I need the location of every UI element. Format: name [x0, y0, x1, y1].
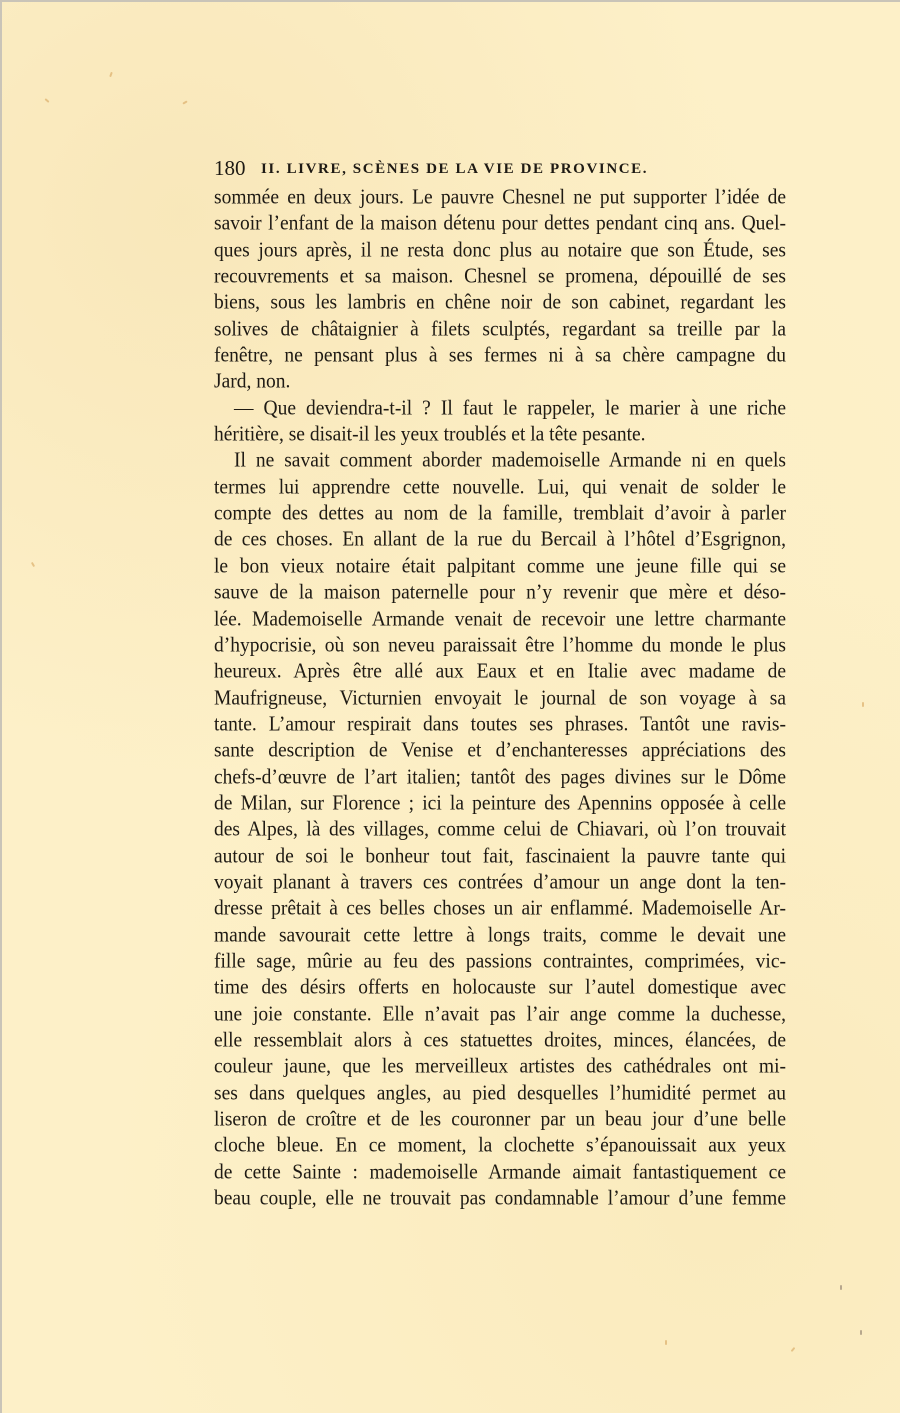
text-line: mande savourait cette lettre à longs traits, comme le devait une: [214, 923, 786, 947]
page-number: 180: [214, 156, 246, 180]
text-line: ques jours après, il ne resta donc plus au notaire que son Étude, ses: [214, 238, 786, 262]
text-line: sante description de Venise et d’enchanteresses appréciations des: [214, 739, 786, 763]
text-line: autour de soi le bonheur tout fait, fascinaient la pauvre tante qui: [214, 844, 786, 868]
text-line: voyait planant à travers ces contrées d’amour un ange dont la ten-: [214, 871, 786, 894]
text-line: une joie constante. Elle n’avait pas l’air ange comme la duchesse,: [214, 1002, 786, 1026]
text-line: héritière, se disait-il les yeux troublés et la tête pesante.: [214, 423, 646, 446]
text-line: le bon vieux notaire était palpitant comme une jeune fille qui se: [214, 554, 786, 578]
text-line: Jard, non.: [214, 370, 291, 394]
text-line: de ces choses. En allant de la rue du Bercail à l’hôtel d’Esgrignon,: [214, 528, 786, 552]
page-header: [214, 155, 794, 185]
paper-speck: [665, 1340, 667, 1345]
text-line: compte des dettes au nom de la famille, tremblait d’avoir à parler: [214, 502, 786, 525]
paper-speck: [109, 72, 113, 77]
text-line: beau couple, elle ne trouvait pas condamnable l’amour d’une femme: [214, 1187, 786, 1210]
text-line: sommée en deux jours. Le pauvre Chesnel ne put supporter l’idée de: [214, 186, 786, 209]
text-line: Maufrigneuse, Victurnien envoyait le journal de son voyage à sa: [214, 686, 786, 710]
text-line: time des désirs offerts en holocauste sur l’autel domestique avec: [214, 976, 786, 1000]
text-line: solives de châtaignier à filets sculptés, regardant sa treille par la: [214, 317, 786, 341]
text-line: sauve de la maison paternelle pour n’y revenir que mère et déso-: [214, 581, 786, 604]
running-head: II. LIVRE, SCÈNES DE LA VIE DE PROVINCE.: [261, 161, 649, 177]
text-line: savoir l’enfant de la maison détenu pour dettes pendant cinq ans. Quel-: [214, 212, 786, 236]
text-line: dresse prêtait à ces belles choses un air enflammé. Mademoiselle Ar-: [214, 897, 786, 921]
paper-speck: [31, 562, 35, 567]
text-line: des Alpes, là des villages, comme celui de Chiavari, où l’on trouvait: [214, 818, 786, 842]
text-line: ses dans quelques angles, au pied desquelles l’humidité permet au: [214, 1081, 786, 1105]
text-line: liseron de croître et de les couronner par un beau jour d’une belle: [214, 1108, 786, 1131]
text-line: de cette Sainte : mademoiselle Armande aimait fantastiquement ce: [214, 1160, 786, 1184]
text-line: fille sage, mûrie au feu des passions contraintes, comprimées, vic-: [214, 950, 786, 973]
paper-speck: [44, 98, 49, 103]
text-line: elle ressemblait alors à ces statuettes droites, minces, élancées, de: [214, 1029, 786, 1052]
paper-speck: [860, 1330, 862, 1335]
text-line: — Que deviendra-t-il ? Il faut le rappeler, le marier à une riche: [234, 396, 786, 420]
text-line: heureux. Après être allé aux Eaux et en Italie avec madame de: [214, 660, 786, 683]
text-line: cloche bleue. En ce moment, la clochette s’épanouissait aux yeux: [214, 1134, 786, 1158]
paper-speck: [182, 100, 187, 104]
text-line: tante. L’amour respirait dans toutes ses phrases. Tantôt une ravis-: [214, 712, 786, 736]
text-line: fenêtre, ne pensant plus à ses fermes ni à sa chère campagne du: [214, 344, 786, 367]
paper-speck: [862, 702, 864, 707]
text-line: recouvrements et sa maison. Chesnel se promena, dépouillé de ses: [214, 265, 786, 288]
text-line: chefs-d’œuvre de l’art italien; tantôt des pages divines sur le Dôme: [214, 765, 786, 789]
text-line: d’hypocrisie, où son neveu paraissait être l’homme du monde le plus: [214, 633, 786, 657]
body-text: [214, 185, 786, 1212]
paper-speck: [840, 1285, 842, 1290]
text-line: termes lui apprendre cette nouvelle. Lui, qui venait de solder le: [214, 475, 786, 499]
text-line: biens, sous les lambris en chêne noir de son cabinet, regardant les: [214, 291, 786, 315]
text-line: de Milan, sur Florence ; ici la peinture des Apennins opposée à celle: [214, 792, 786, 815]
text-line: couleur jaune, que les merveilleux artistes des cathédrales ont mi-: [214, 1055, 786, 1079]
text-line: Il ne savait comment aborder mademoiselle Armande ni en quels: [234, 449, 786, 473]
paper-speck: [791, 1347, 796, 1352]
text-line: lée. Mademoiselle Armande venait de recevoir une lettre charmante: [214, 607, 786, 631]
